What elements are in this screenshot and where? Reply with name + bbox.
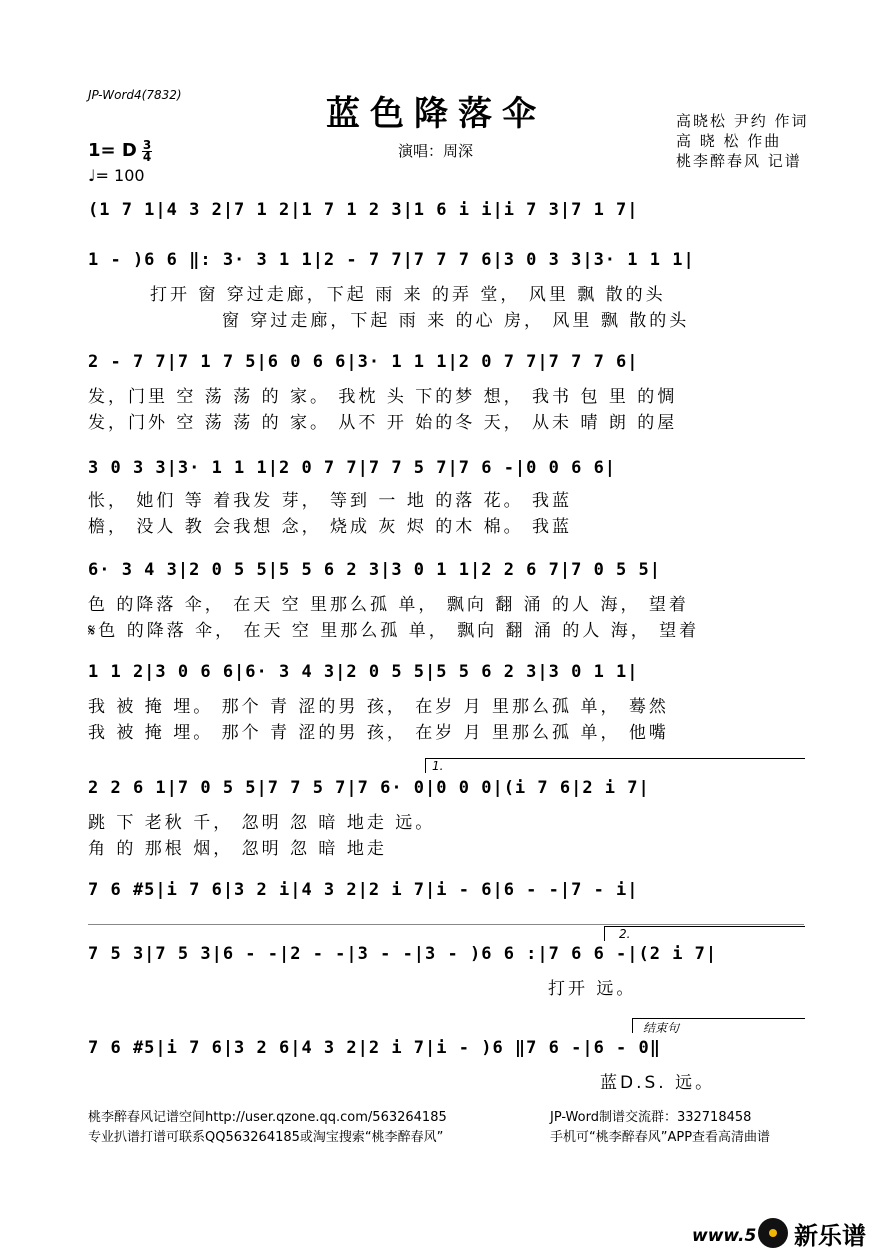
lyrics-line-3b: 发，门外 空 荡 荡 的 家。 从不 开 始的冬 天， 从未 晴 朗 的屋	[88, 413, 678, 433]
ending-label: 结束句	[643, 1021, 680, 1035]
lyrics-line-6b: 我 被 掩 埋。 那个 青 涩的男 孩， 在岁 月 里那么孤 单， 他嘴	[88, 723, 669, 743]
first-ending-bracket	[425, 758, 805, 773]
software-label: JP-Word4(7832)	[88, 88, 182, 102]
score-line-7: 2 2 6 1|7 0 5 5|7 7 5 7|7 6· 0|0 0 0|(i 7 6|2 i 7|	[88, 778, 650, 798]
score-line-2: 1 - )6 6 ‖: 3· 3 1 1|2 - 7 7|7 7 7 6|3 0 3 3|3· 1 1 1|	[88, 250, 695, 270]
score-line-1: (1 7 1|4 3 2|7 1 2|1 7 1 2 3|1 6 i i|i 7 3|7 1 7|	[88, 200, 639, 220]
lyrics-line-3a: 发，门里 空 荡 荡 的 家。 我枕 头 下的梦 想， 我书 包 里 的惆	[88, 387, 678, 407]
lyrics-line-4a: 怅， 她们 等 着我发 芽， 等到 一 地 的落 花。 我蓝	[88, 491, 573, 511]
lyrics-line-7a: 跳 下 老秋 千， 忽明 忽 暗 地走 远。	[88, 813, 436, 833]
tempo-marking	[88, 166, 145, 185]
score-line-6: 1 1 2|3 0 6 6|6· 3 4 3|2 0 5 5|5 5 6 2 3|3 0 1 1|	[88, 662, 639, 682]
key-text: 1= D	[88, 140, 137, 161]
score-line-10: 7 6 #5|i 7 6|3 2 6|4 3 2|2 i 7|i - )6 ‖7 6 -|6 - 0‖	[88, 1038, 661, 1058]
lyrics-line-10: 蓝D.S. 远。	[600, 1073, 716, 1093]
lyrics-line-5a: 色 的降落 伞， 在天 空 里那么孤 单， 飘向 翻 涌 的人 海， 望着	[88, 595, 689, 615]
lyrics-line-5b: 𝄋色 的降落 伞， 在天 空 里那么孤 单， 飘向 翻 涌 的人 海， 望着	[88, 621, 700, 641]
score-line-5: 6· 3 4 3|2 0 5 5|5 5 6 2 3|3 0 1 1|2 2 6 7|7 0 5 5|	[88, 560, 661, 580]
footer-left-1: 桃李醉春风记谱空间http://user.qzone.qq.com/563264185	[88, 1110, 447, 1125]
lyrics-line-9: 打开 远。	[548, 979, 637, 999]
song-title: 蓝色降落伞	[326, 94, 546, 134]
lyricist-credit: 高晓松 尹约 作词	[676, 112, 809, 130]
score-line-3: 2 - 7 7|7 1 7 5|6 0 6 6|3· 1 1 1|2 0 7 7|7 7 7 6|	[88, 352, 639, 372]
transcriber-credit: 桃李醉春风 记谱	[676, 152, 802, 170]
singer-label: 演唱：周深	[398, 142, 474, 160]
footer-right-1: JP-Word制谱交流群：332718458	[550, 1110, 752, 1125]
lyrics-line-4b: 檐， 没人 教 会我想 念， 烧成 灰 烬 的木 棉。 我蓝	[88, 517, 573, 537]
separator-line	[88, 924, 804, 925]
composer-credit: 高 晓 松 作曲	[676, 132, 782, 150]
key-signature	[88, 140, 152, 163]
time-denominator: 4	[142, 150, 152, 164]
record-disc-icon	[758, 1218, 788, 1248]
lyrics-line-7b: 角 的 那根 烟， 忽明 忽 暗 地走	[88, 839, 387, 859]
score-line-8: 7 6 #5|i 7 6|3 2 i|4 3 2|2 i 7|i - 6|6 - -|7 - i|	[88, 880, 639, 900]
lyrics-line-6a: 我 被 掩 埋。 那个 青 涩的男 孩， 在岁 月 里那么孤 单， 蓦然	[88, 697, 669, 717]
lyrics-line-2a: 打开 窗 穿过走廊，下起 雨 来 的弄 堂， 风里 飘 散的头	[150, 285, 666, 305]
watermark-url: www.5	[692, 1226, 757, 1246]
footer-right-2: 手机可“桃李醉春风”APP查看高清曲谱	[550, 1130, 771, 1145]
time-numerator: 3	[142, 138, 152, 152]
lyrics-line-2b: 窗 穿过走廊，下起 雨 来 的心 房， 风里 飘 散的头	[222, 311, 690, 331]
ending-bracket	[632, 1018, 805, 1033]
tempo-value: = 100	[95, 166, 145, 185]
watermark-brand: 新乐谱	[794, 1222, 866, 1250]
time-signature	[142, 140, 152, 163]
first-ending-label: 1.	[432, 759, 444, 773]
quarter-note-icon: ♩	[88, 166, 96, 185]
second-ending-bracket	[604, 926, 805, 941]
footer-left-2: 专业扒谱打谱可联系QQ563264185或淘宝搜索“桃李醉春风”	[88, 1130, 444, 1145]
second-ending-label: 2.	[619, 927, 631, 941]
score-line-9: 7 5 3|7 5 3|6 - -|2 - -|3 - -|3 - )6 6 :|7 6 6 -|(2 i 7|	[88, 944, 718, 964]
score-line-4: 3 0 3 3|3· 1 1 1|2 0 7 7|7 7 5 7|7 6 -|0 0 6 6|	[88, 458, 617, 478]
